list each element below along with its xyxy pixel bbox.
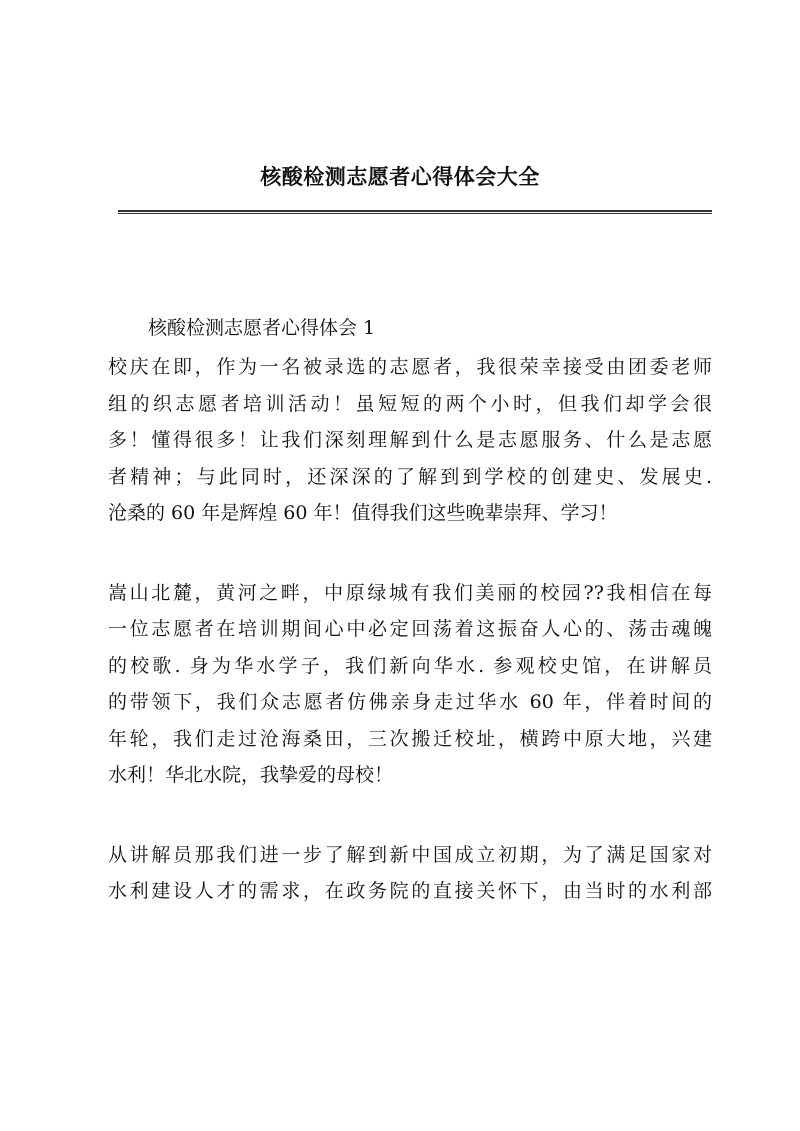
paragraph-line: 多！懂得很多！让我们深刻理解到什么是志愿服务、什么是志愿 <box>108 429 712 451</box>
paragraph-3 <box>108 837 712 910</box>
paragraph-gap <box>108 532 712 575</box>
paragraph-line: 校庆在即，作为一名被录选的志愿者，我很荣幸接受由团委老师 <box>108 356 712 378</box>
paragraph-line: 组的织志愿者培训活动！虽短短的两个小时，但我们却学会很 <box>108 392 712 415</box>
paragraph-line: 年轮，我们走过沧海桑田，三次搬迁校址，横跨中原大地，兴建 <box>108 727 712 750</box>
paragraph-line: 者精神；与此同时，还深深的了解到到学校的创建史、发展史. <box>108 465 712 488</box>
paragraph-line: 嵩山北麓，黄河之畔，中原绿城有我们美丽的校园??我相信在每 <box>108 581 712 604</box>
paragraph-line: 从讲解员那我们进一步了解到新中国成立初期，为了满足国家对 <box>108 843 712 866</box>
paragraph-line: 的校歌. 身为华水学子，我们新向华水. 参观校史馆，在讲解员 <box>108 654 712 677</box>
paragraph-gap <box>108 794 712 837</box>
document-title: 核酸检测志愿者心得体会大全 <box>260 164 540 189</box>
paragraph-line: 一位志愿者在培训期间心中必定回荡着这振奋人心的、荡击魂魄 <box>108 618 712 640</box>
section-heading: 核酸检测志愿者心得体会 1 <box>148 317 376 339</box>
paragraph-line: 水利建设人才的需求，在政务院的直接关怀下，由当时的水利部 <box>108 880 712 902</box>
document-body <box>108 313 712 910</box>
paragraph-line: 的带领下，我们众志愿者仿佛亲身走过华水 60 年，伴着时间的 <box>108 691 712 713</box>
title-divider <box>118 210 712 214</box>
paragraph-1 <box>108 349 712 532</box>
paragraph-2 <box>108 575 712 794</box>
paragraph-line: 沧桑的 60 年是辉煌 60 年！值得我们这些晚辈崇拜、学习！ <box>108 502 618 524</box>
paragraph-line: 水利！华北水院，我挚爱的母校！ <box>108 764 394 786</box>
